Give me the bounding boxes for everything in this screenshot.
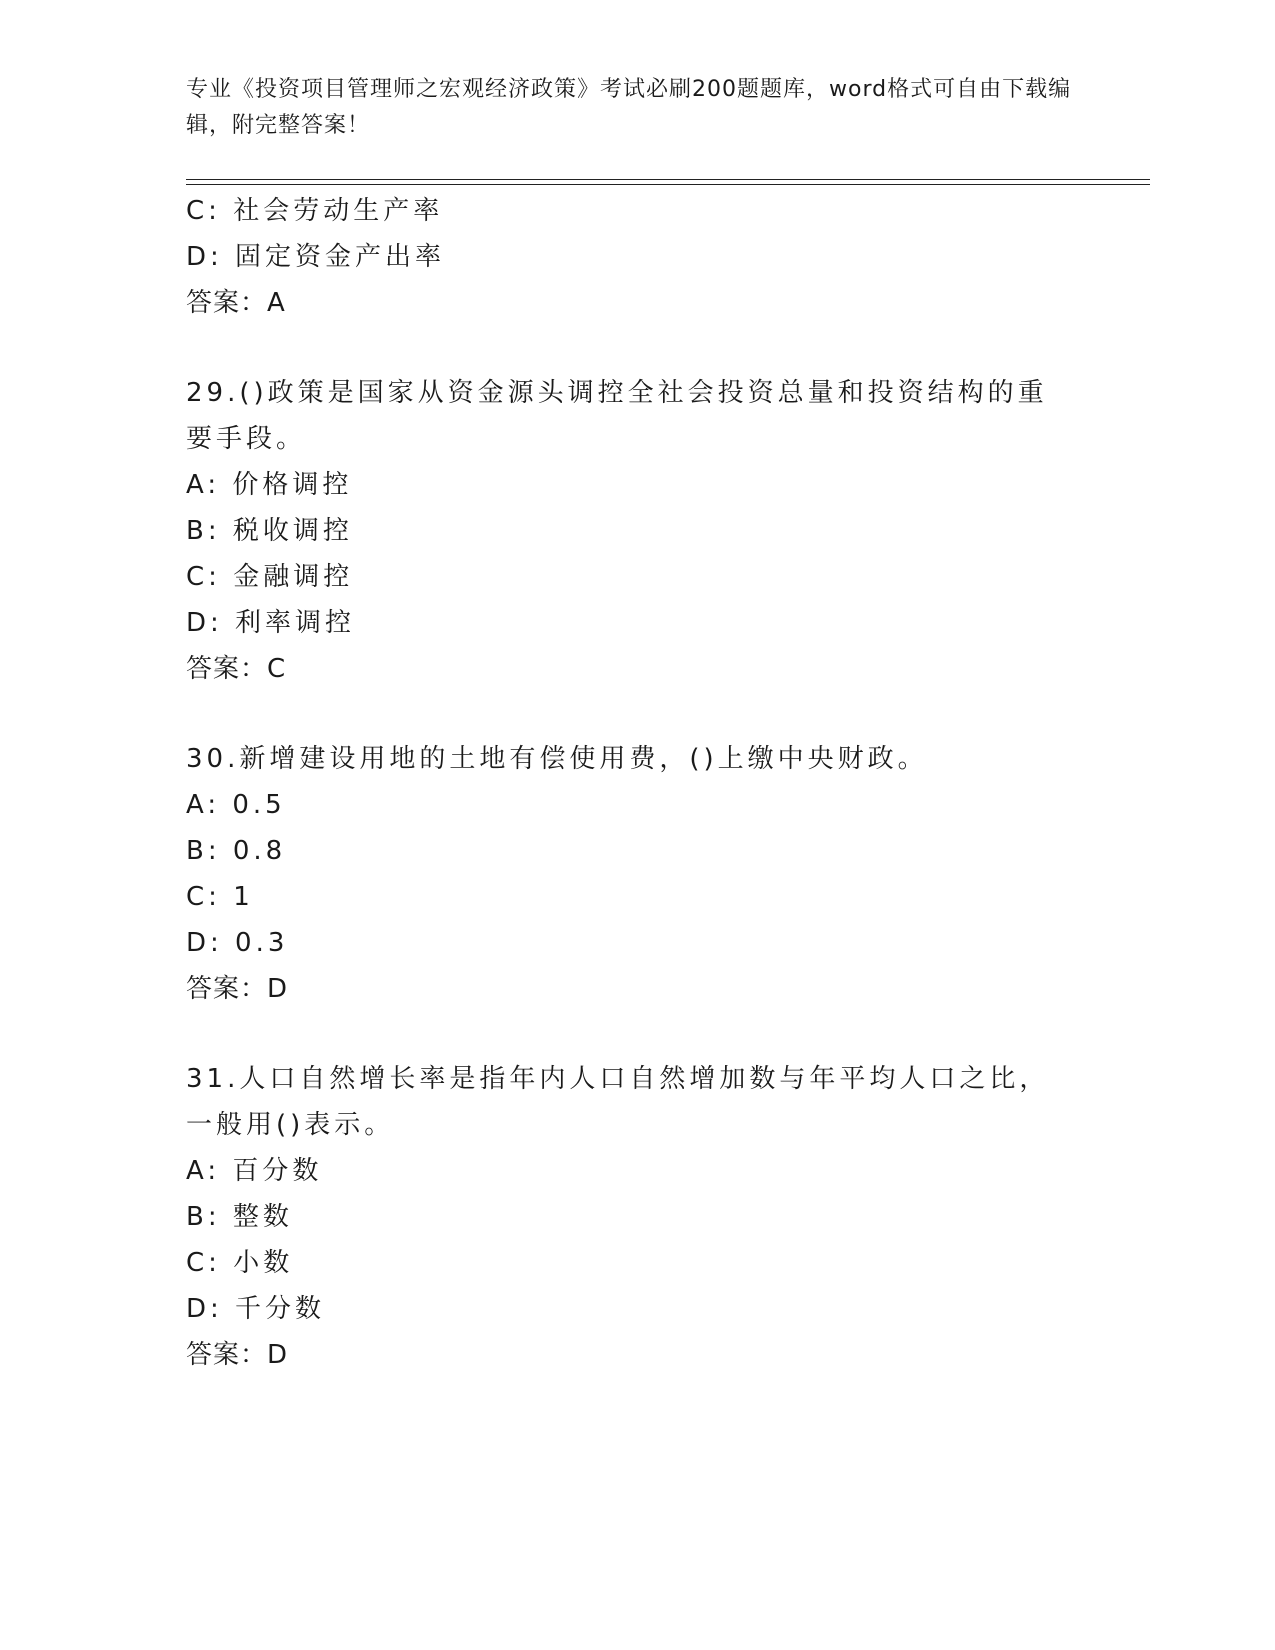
option-c: C: 金融调控 — [186, 562, 354, 592]
option-d: D: 利率调控 — [186, 608, 356, 638]
option-b: B: 税收调控 — [186, 516, 353, 546]
question-content — [186, 188, 1086, 1378]
option-d: D: 固定资金产出率 — [186, 242, 446, 272]
answer-label: 答案：A — [186, 288, 286, 318]
answer-label: 答案：D — [186, 974, 289, 1004]
option-b: B: 整数 — [186, 1202, 293, 1232]
header-rule-top — [186, 179, 1150, 180]
option-d: D: 0.3 — [186, 928, 289, 958]
option-c: C: 社会劳动生产率 — [186, 196, 444, 226]
header-rule-bottom — [186, 184, 1150, 185]
option-a: A: 百分数 — [186, 1156, 323, 1186]
answer-label: 答案：D — [186, 1340, 289, 1370]
option-a: A: 0.5 — [186, 790, 286, 820]
document-header — [186, 72, 1086, 144]
option-c: C: 小数 — [186, 1248, 294, 1278]
question-29 — [186, 370, 1086, 692]
question-text: 30.新增建设用地的土地有偿使用费，()上缴中央财政。 — [186, 744, 928, 774]
question-30 — [186, 736, 1086, 1012]
option-c: C: 1 — [186, 882, 254, 912]
option-a: A: 价格调控 — [186, 470, 353, 500]
option-b: B: 0.8 — [186, 836, 287, 866]
question-28-tail — [186, 188, 1086, 326]
question-text: 31.人口自然增长率是指年内人口自然增加数与年平均人口之比，一般用()表示。 — [186, 1064, 1050, 1140]
option-d: D: 千分数 — [186, 1294, 326, 1324]
answer-label: 答案：C — [186, 654, 287, 684]
question-31 — [186, 1056, 1086, 1378]
header-title: 专业《投资项目管理师之宏观经济政策》考试必刷200题题库，word格式可自由下载编辑，附完整答案！ — [186, 77, 1072, 138]
question-text: 29.()政策是国家从资金源头调控全社会投资总量和投资结构的重要手段。 — [186, 378, 1048, 454]
